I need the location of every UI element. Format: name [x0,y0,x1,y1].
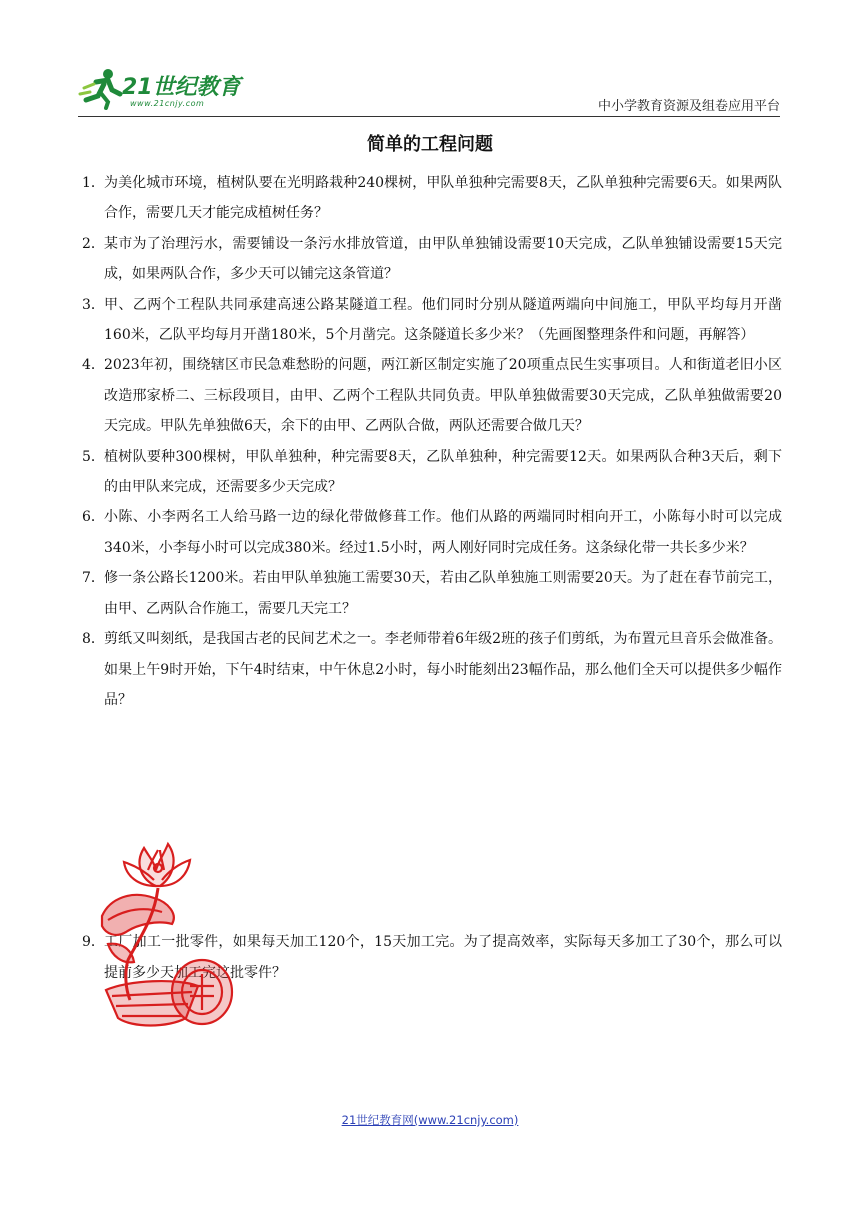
question-text: 工厂加工一批零件，如果每天加工120个，15天加工完。为了提高效率，实际每天多加工了30个，那么可以提前多少天加工完这批零件？ [104,934,782,981]
logo[interactable] [78,66,258,114]
platform-name: 中小学教育资源及组卷应用平台 [597,99,780,114]
question-text: 小陈、小李两名工人给马路一边的绿化带做修葺工作。他们从路的两端同时相向开工，小陈每小时可以完成340米，小李每小时可以完成380米。经过1.5小时，两人刚好同时完成任务。这条绿化带一共长多少米？ [104,509,782,556]
question-number: 5． [82,448,105,465]
question-item [82,624,782,715]
question-text: 植树队要种300棵树，甲队单独种，种完需要8天，乙队单独种，种完需要12天。如果两队合种3天后，剩下的由甲队来完成，还需要多少天完成？ [104,448,782,496]
question-text: 修一条公路长1200米。若由甲队单独施工需要30天，若由乙队单独施工则需要20天。为了赶在春节前完工，由甲、乙两队合作施工，需要几天完工？ [104,570,782,617]
question-text: 2023年初，围绕辖区市民急难愁盼的问题，两江新区制定实施了20项重点民生实事项目。人和街道老旧小区改造邢家桥二、三标段项目，由甲、乙两个工程队共同负责。甲队单独做需要30天完成，乙队单独做需要20天完成。甲队先单独做6天，余下的由甲、乙两队合做，两队还需要合做几天？ [104,357,782,435]
question-number: 6． [82,509,105,526]
question-number: 1． [82,175,105,191]
question-number: 2． [82,235,105,252]
footer-link[interactable]: 21世纪教育网(www.21cnjy.com) [341,1113,519,1127]
question-item [82,168,782,229]
question-item [82,442,782,503]
question-text: 剪纸又叫刻纸，是我国古老的民间艺术之一。李老师带着6年级2班的孩子们剪纸，为布置元旦音乐会做准备。如果上午9时开始，下午4时结束，中午休息2小时，每小时能刻出23幅作品，那么他们全天可以提供多少幅作品？ [104,631,782,708]
question-item [82,290,782,351]
header-divider [78,116,780,117]
question-item [82,229,782,290]
question-number: 8． [82,631,105,648]
question-number: 9． [82,934,105,951]
question-number: 4． [82,357,105,374]
lotus-papercut-icon [98,840,236,1036]
question-text: 某市为了治理污水，需要铺设一条污水排放管道，由甲队单独铺设需要10天完成，乙队单独铺设需要15天完成，如果两队合作，多少天可以铺完这条管道？ [104,235,782,283]
logo-text: 21世纪教育 [122,75,241,100]
question-item [82,350,782,441]
question-number: 3． [82,296,105,313]
question-number: 7． [82,570,105,587]
page-title: 简单的工程问题 [367,134,493,155]
question-item [82,502,782,563]
question-text: 为美化城市环境，植树队要在光明路栽种240棵树，甲队单独种完需要8天，乙队单独种完需要6天。如果两队合作，需要几天才能完成植树任务？ [104,175,782,222]
running-man-icon [78,66,126,110]
page-header [78,62,780,118]
logo-url: www.21cnjy.com [130,99,205,108]
question-item [82,563,782,624]
question-text: 甲、乙两个工程队共同承建高速公路某隧道工程。他们同时分别从隧道两端向中间施工，甲队平均每月开凿160米，乙队平均每月开凿180米，5个月凿完。这条隧道长多少米？（先画图整理条件和问题，再解答） [104,296,782,344]
